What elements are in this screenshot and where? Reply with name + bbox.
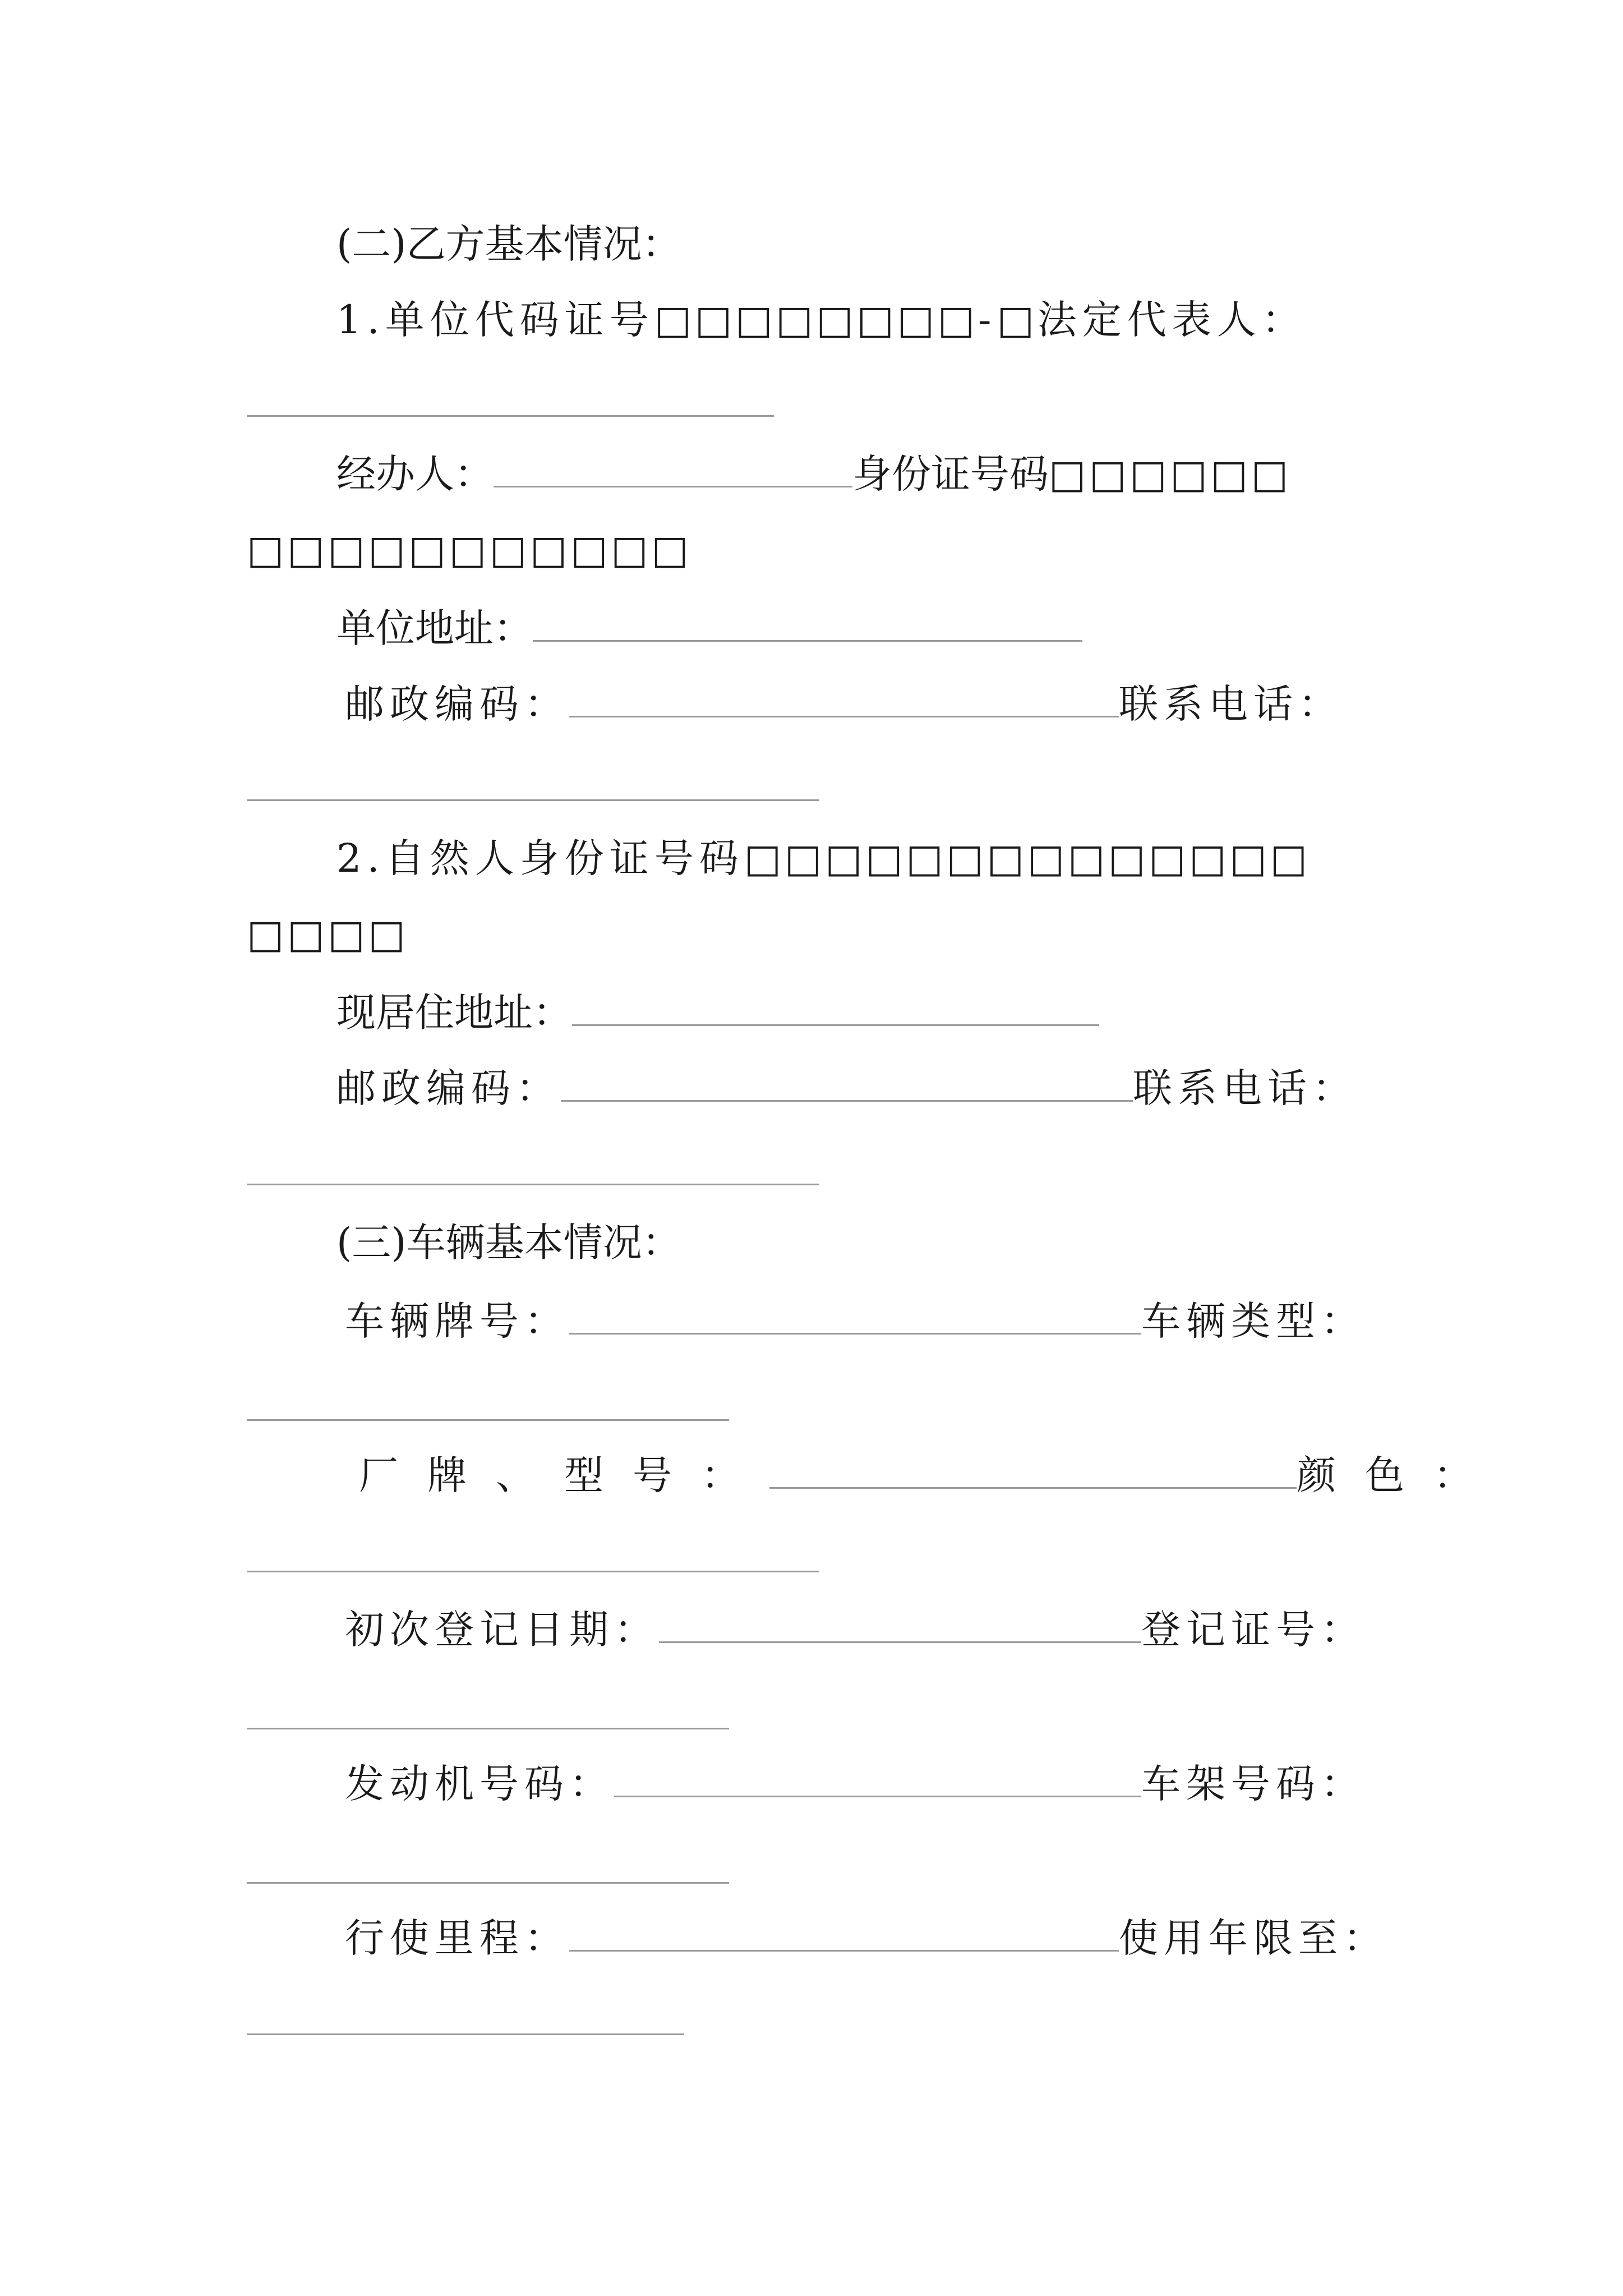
residence-line — [336, 987, 1099, 1038]
engine-blank[interactable] — [614, 1762, 1141, 1797]
person-phone-blank[interactable] — [247, 1184, 819, 1185]
unit-phone-blank[interactable] — [247, 799, 819, 801]
agent-blank[interactable] — [494, 452, 852, 487]
brand-blank[interactable] — [769, 1453, 1297, 1489]
unit-phone-label: 联系电话： — [1119, 681, 1343, 727]
person-id-label: 2.自然人身份证号码 — [336, 835, 744, 881]
type-label: 车辆类型： — [1141, 1298, 1366, 1344]
plate-label: 车辆牌号： — [345, 1298, 569, 1344]
color-blank[interactable] — [247, 1571, 819, 1572]
vehicle-heading: (三)车辆基本情况： — [336, 1220, 681, 1266]
reg-cert-label: 登记证号： — [1141, 1607, 1366, 1653]
reg-cert-blank[interactable] — [247, 1728, 729, 1729]
plate-blank[interactable] — [569, 1299, 1141, 1335]
frame-label: 车架号码： — [1141, 1761, 1366, 1807]
person-id-boxes-cont[interactable]: □□□□ — [247, 911, 409, 957]
mileage-line — [345, 1913, 1388, 1963]
person-postcode-blank[interactable] — [561, 1066, 1133, 1102]
legal-rep-label: 法定代表人： — [1037, 297, 1307, 343]
unit-code-label: 1.单位代码证号 — [336, 297, 654, 343]
person-phone-label: 联系电话： — [1133, 1065, 1357, 1111]
unit-code-line — [336, 295, 1307, 345]
unit-code-boxes[interactable]: □□□□□□□□ — [654, 297, 978, 343]
residence-blank[interactable] — [572, 991, 1099, 1026]
plate-line — [345, 1296, 1366, 1346]
unit-address-blank[interactable] — [533, 606, 1082, 642]
first-reg-label: 初次登记日期： — [345, 1607, 659, 1653]
person-postcode-label: 邮政编码： — [336, 1065, 561, 1111]
brand-label: 厂牌、型号： — [359, 1452, 769, 1498]
first-reg-blank[interactable] — [659, 1608, 1141, 1643]
agent-id-boxes-cont[interactable]: □□□□□□□□□□□ — [247, 527, 692, 573]
engine-label: 发动机号码： — [345, 1761, 614, 1807]
person-id-line — [336, 833, 1311, 884]
first-reg-line — [345, 1604, 1366, 1655]
mileage-label: 行使里程： — [345, 1915, 569, 1961]
unit-postcode-blank[interactable] — [569, 682, 1119, 717]
party-b-heading: (二)乙方基本情况： — [336, 221, 681, 267]
unit-postcode-label: 邮政编码： — [345, 681, 569, 727]
color-label: 颜色： — [1297, 1452, 1502, 1498]
engine-line — [345, 1759, 1366, 1809]
unit-code-check-box[interactable]: □ — [997, 297, 1038, 343]
agent-id-boxes[interactable]: □□□□□□ — [1049, 451, 1292, 497]
brand-line — [359, 1450, 1502, 1501]
unit-code-dash: - — [978, 297, 997, 343]
unit-address-label: 单位地址： — [336, 605, 533, 651]
frame-blank[interactable] — [247, 1882, 729, 1884]
agent-label: 经办人： — [336, 451, 494, 497]
person-postcode-line — [336, 1063, 1357, 1114]
type-blank[interactable] — [247, 1419, 729, 1421]
legal-rep-blank[interactable] — [247, 415, 774, 417]
agent-line — [336, 449, 1292, 499]
agent-id-label: 身份证号码 — [852, 451, 1049, 497]
unit-address-line — [336, 603, 1082, 654]
unit-postcode-line — [345, 679, 1343, 729]
valid-until-blank[interactable] — [247, 2033, 684, 2035]
person-id-boxes[interactable]: □□□□□□□□□□□□□□ — [744, 835, 1311, 881]
valid-until-label: 使用年限至： — [1119, 1915, 1388, 1961]
mileage-blank[interactable] — [569, 1916, 1119, 1952]
residence-label: 现居住地址： — [336, 990, 572, 1036]
